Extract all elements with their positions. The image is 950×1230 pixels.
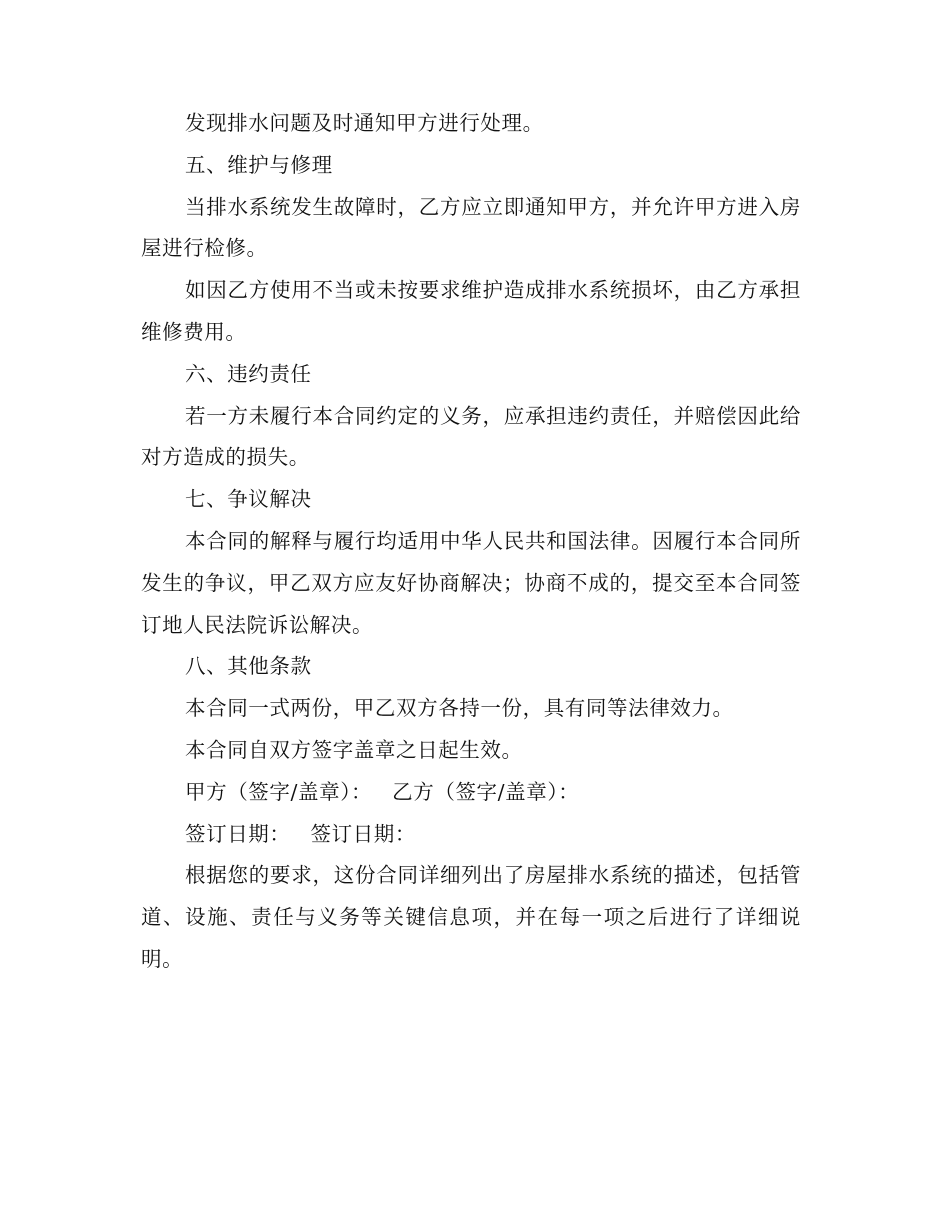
paragraph-fault-notice: 当排水系统发生故障时，乙方应立即通知甲方，并允许甲方进入房屋进行检修。 [141, 194, 801, 261]
signing-date-party-b: 签订日期： [310, 821, 416, 846]
document-body [141, 103, 801, 981]
paragraph-drain-issue: 发现排水问题及时通知甲方进行处理。 [185, 111, 544, 135]
signing-date-party-a: 签订日期： [185, 821, 291, 846]
section-heading-dispute: 七、争议解决 [185, 487, 312, 512]
section-heading-liability: 六、违约责任 [185, 361, 312, 386]
section-heading-other-terms: 八、其他条款 [185, 654, 312, 679]
paragraph-closing-note: 根据您的要求，这份合同详细列出了房屋排水系统的描述，包括管道、设施、责任与义务等关键信息项，并在每一项之后进行了详细说明。 [141, 863, 801, 971]
paragraph-dispute-resolution: 本合同的解释与履行均适用中华人民共和国法律。因履行本合同所发生的争议，甲乙双方应友好协商解决；协商不成的，提交至本合同签订地人民法院诉讼解决。 [141, 528, 801, 637]
signature-party-a: 甲方（签字/盖章）： [185, 779, 373, 804]
section-heading-maintenance: 五、维护与修理 [185, 152, 333, 177]
signature-party-b: 乙方（签字/盖章）： [392, 779, 580, 804]
paragraph-copies: 本合同一式两份，甲乙双方各持一份，具有同等法律效力。 [185, 696, 734, 721]
paragraph-effective: 本合同自双方签字盖章之日起生效。 [185, 737, 523, 762]
paragraph-repair-cost: 如因乙方使用不当或未按要求维护造成排水系统损坏，由乙方承担维修费用。 [141, 278, 801, 344]
signing-date-line [141, 814, 801, 856]
paragraph-breach: 若一方未履行本合同约定的义务，应承担违约责任，并赔偿因此给对方造成的损失。 [141, 403, 801, 470]
signature-line [141, 772, 801, 814]
